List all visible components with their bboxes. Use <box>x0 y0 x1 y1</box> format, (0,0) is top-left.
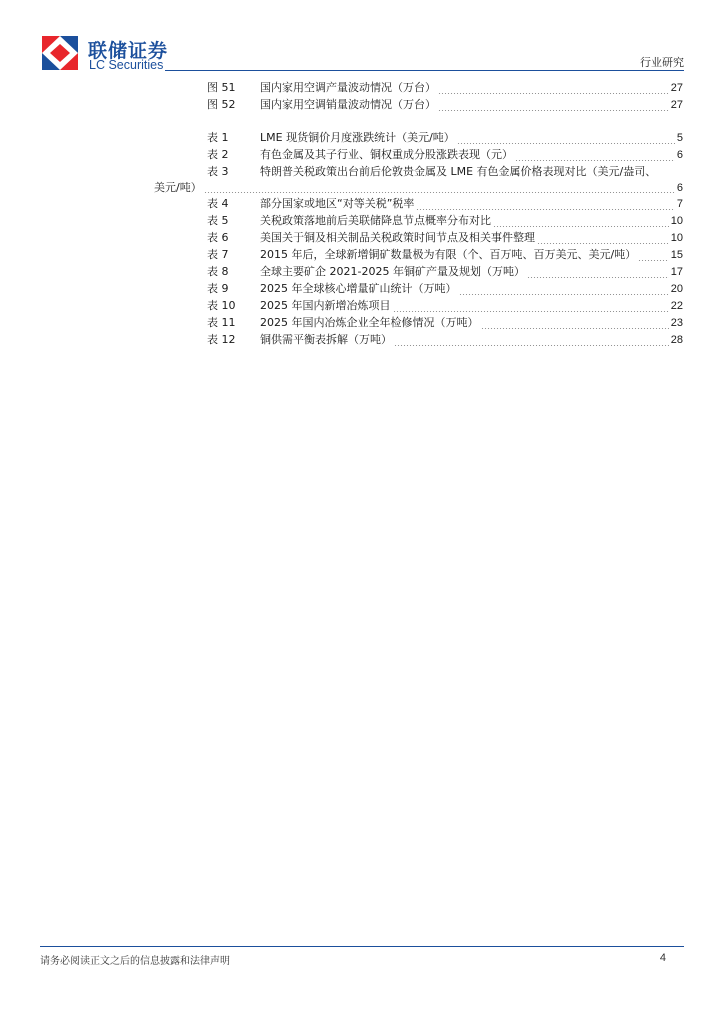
table-entry-row <box>207 298 683 315</box>
dot-leader <box>394 345 669 346</box>
table-title: 全球主要矿企 2021-2025 年铜矿产量及规划（万吨） <box>260 265 525 279</box>
dot-leader <box>438 110 669 111</box>
table-entry[interactable] <box>207 264 683 281</box>
table-title: 2025 年国内新增冶炼项目 <box>260 298 391 312</box>
table-page-number: 6 <box>676 181 683 194</box>
table-page-number: 10 <box>670 215 683 228</box>
table-entry[interactable] <box>207 130 683 147</box>
table-entry-row <box>207 281 683 298</box>
table-title: 2015 年后，全球新增铜矿数量极为有限（个、百万吨、百万美元、美元/吨） <box>260 248 637 262</box>
table-entry[interactable] <box>207 247 683 264</box>
dot-leader <box>204 192 675 193</box>
table-title: 部分国家或地区“对等关税”税率 <box>260 197 415 211</box>
table-page-number: 17 <box>670 266 683 279</box>
table-title: 铜供需平衡表拆解（万吨） <box>260 332 392 346</box>
table-page-number: 10 <box>670 232 683 245</box>
table-label: 表 1 <box>207 130 229 144</box>
table-entry-row <box>207 164 683 180</box>
table-entry-row <box>207 196 683 213</box>
dot-leader <box>537 243 669 244</box>
dot-leader <box>481 328 669 329</box>
page-header <box>0 0 724 76</box>
lc-securities-logo-icon <box>42 36 78 70</box>
table-label: 表 4 <box>207 197 229 211</box>
section-label: 行业研究 <box>640 56 684 69</box>
dot-leader <box>527 277 669 278</box>
figure-entry-row <box>207 80 683 97</box>
table-title: 2025 年国内冶炼企业全年检修情况（万吨） <box>260 315 479 329</box>
table-entry[interactable] <box>207 315 683 332</box>
table-entry[interactable] <box>154 164 683 197</box>
table-page-number: 23 <box>670 316 683 329</box>
figure-entry[interactable] <box>207 80 683 97</box>
table-entry-row <box>207 315 683 332</box>
table-entry[interactable] <box>207 213 683 230</box>
table-entry-row <box>207 130 683 147</box>
footer-disclaimer: 请务必阅读正文之后的信息披露和法律声明 <box>40 956 230 967</box>
table-label: 表 11 <box>207 315 236 329</box>
table-page-number: 20 <box>670 282 683 295</box>
table-entry[interactable] <box>207 147 683 164</box>
figure-entry[interactable] <box>207 97 683 114</box>
table-label: 表 3 <box>207 164 229 178</box>
table-page-number: 7 <box>676 198 683 211</box>
table-label: 表 12 <box>207 332 236 346</box>
table-entry[interactable] <box>207 298 683 315</box>
table-page-number: 15 <box>670 249 683 262</box>
table-entry-continuation <box>154 180 683 197</box>
table-page-number: 5 <box>676 131 683 144</box>
table-title: 美国关于铜及相关制品关税政策时间节点及相关事件整理 <box>260 231 535 245</box>
table-label: 表 9 <box>207 281 229 295</box>
table-entry-row <box>207 247 683 264</box>
figure-page-number: 27 <box>670 98 683 111</box>
table-title: 特朗普关税政策出台前后伦敦贵金属及 LME 有色金属价格表现对比（美元/盎司、 <box>260 164 657 178</box>
page-number: 4 <box>659 952 666 964</box>
table-of-contents <box>154 80 683 349</box>
figure-label: 图 51 <box>207 81 236 94</box>
table-title: LME 现货铜价月度涨跌统计（美元/吨） <box>260 130 455 144</box>
table-label: 表 8 <box>207 265 229 279</box>
figure-title: 国内家用空调销量波动情况（万台） <box>260 97 436 111</box>
table-label: 表 2 <box>207 147 229 161</box>
figure-list <box>207 80 683 114</box>
table-title: 2025 年全球核心增量矿山统计（万吨） <box>260 281 457 295</box>
table-entry-row <box>207 332 683 349</box>
table-label: 表 5 <box>207 214 229 228</box>
table-label: 表 6 <box>207 231 229 245</box>
dot-leader <box>457 143 675 144</box>
figure-page-number: 27 <box>670 82 683 94</box>
table-title-continuation: 美元/吨） <box>154 180 202 194</box>
table-label: 表 7 <box>207 248 229 262</box>
table-entry[interactable] <box>207 230 683 247</box>
dot-leader <box>493 226 669 227</box>
table-entry[interactable] <box>207 196 683 213</box>
table-entry-row <box>207 230 683 247</box>
table-entry-row <box>207 213 683 230</box>
table-entry-row <box>207 147 683 164</box>
table-page-number: 6 <box>676 148 683 161</box>
table-label: 表 10 <box>207 298 236 312</box>
brand-name-cn: 联储证券 <box>88 40 169 62</box>
table-entry[interactable] <box>207 332 683 349</box>
table-list <box>154 130 683 349</box>
figure-entry-row <box>207 97 683 114</box>
dot-leader <box>515 160 675 161</box>
header-divider <box>165 70 684 71</box>
figure-title: 国内家用空调产量波动情况（万台） <box>260 81 436 94</box>
table-page-number: 22 <box>670 299 683 312</box>
dot-leader <box>393 311 669 312</box>
table-page-number: 28 <box>670 333 683 346</box>
dot-leader <box>416 209 674 210</box>
figure-label: 图 52 <box>207 97 236 111</box>
dot-leader <box>459 294 669 295</box>
dot-leader <box>638 260 669 261</box>
table-entry-row <box>207 264 683 281</box>
table-title: 关税政策落地前后美联储降息节点概率分布对比 <box>260 214 491 228</box>
table-title: 有色金属及其子行业、铜权重成分股涨跌表现（元） <box>260 147 513 161</box>
brand-name-en: LC Securities <box>89 58 164 72</box>
dot-leader <box>438 93 669 94</box>
table-entry[interactable] <box>207 281 683 298</box>
footer-divider <box>40 946 684 947</box>
